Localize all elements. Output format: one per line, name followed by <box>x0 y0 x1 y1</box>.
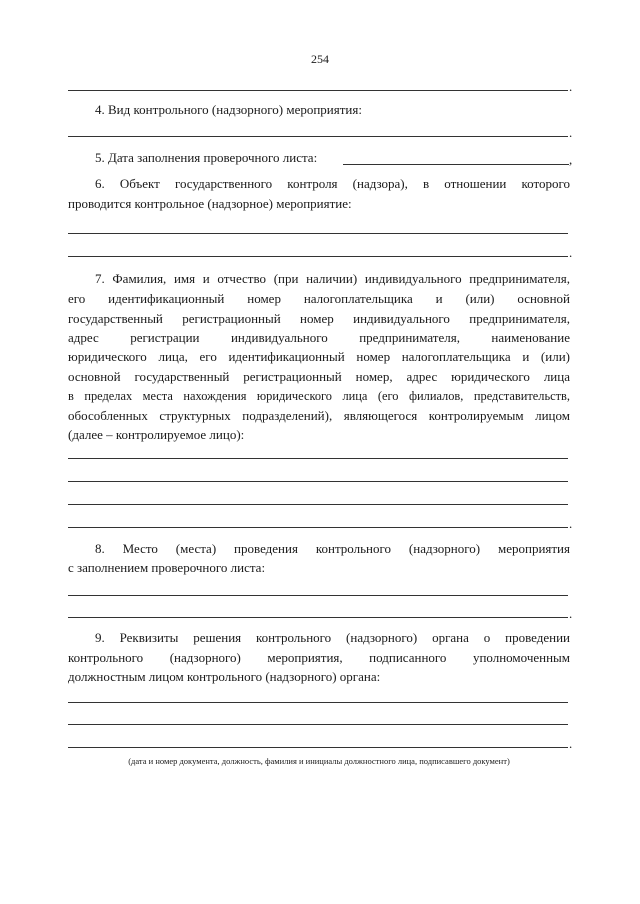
item-4-blank-line <box>68 136 568 137</box>
item-7-line-5: юридического лица, его идентификационный номер налогоплательщика и (или) <box>68 349 570 364</box>
item-9-line-2: контрольного (надзорного) мероприятия, подписанного уполномоченным <box>68 650 570 665</box>
line-end-period: . <box>569 125 573 140</box>
line-end-period: . <box>569 516 573 531</box>
item-7-blank-line <box>68 527 568 528</box>
item-4-label: 4. Вид контрольного (надзорного) мероприятия: <box>95 102 362 117</box>
item-8-line-1: 8. Место (места) проведения контрольного (надзорного) мероприятия <box>95 541 570 556</box>
line-end-period: . <box>569 79 573 94</box>
item-7-blank-line <box>68 481 568 482</box>
item-6-line-2: проводится контрольное (надзорное) мероприятие: <box>68 196 352 211</box>
item-7-blank-line <box>68 458 568 459</box>
item-7-line-9: (далее – контролируемое лицо): <box>68 427 245 442</box>
line-end-comma: , <box>569 152 573 167</box>
item-7-line-7: в пределах места нахождения юридического лица (его филиалов, представительств, <box>68 389 570 403</box>
line-end-period: . <box>569 736 573 751</box>
line-end-period: . <box>569 606 573 621</box>
item-7-line-8: обособленных структурных подразделений), являющегося контролируемым лицом <box>68 408 570 423</box>
item-6-blank-line <box>68 233 568 234</box>
item-5-label: 5. Дата заполнения проверочного листа: <box>95 150 318 165</box>
item-8-line-2: с заполнением проверочного листа: <box>68 560 266 575</box>
item-9-line-1: 9. Реквизиты решения контрольного (надзорного) органа о проведении <box>95 630 570 645</box>
page-number: 254 <box>311 52 329 66</box>
item-8-blank-line <box>68 617 568 618</box>
item-7-line-4: адрес регистрации индивидуального предпринимателя, наименование <box>68 330 570 345</box>
item-9-blank-line <box>68 702 568 703</box>
item-8-blank-line <box>68 595 568 596</box>
item-9-blank-line <box>68 747 568 748</box>
item-6-line-1: 6. Объект государственного контроля (надзора), в отношении которого <box>95 176 570 191</box>
item-9-line-3: должностным лицом контрольного (надзорного) органа: <box>68 669 381 684</box>
blank-line <box>68 90 568 91</box>
signature-caption: (дата и номер документа, должность, фамилия и инициалы должностного лица, подписавшего документ) <box>128 756 510 766</box>
item-7-line-6: основной государственный регистрационный номер, адрес юридического лица <box>68 369 570 384</box>
item-7-line-1: 7. Фамилия, имя и отчество (при наличии) индивидуального предпринимателя, <box>95 271 570 286</box>
item-5-date-field <box>343 164 569 165</box>
item-7-line-2: его идентификационный номер налогоплательщика и (или) основной <box>68 291 570 306</box>
item-7-line-3: государственный регистрационный номер индивидуального предпринимателя, <box>68 311 570 326</box>
item-7-blank-line <box>68 504 568 505</box>
line-end-period: . <box>569 245 573 260</box>
item-6-blank-line <box>68 256 568 257</box>
item-9-blank-line <box>68 724 568 725</box>
